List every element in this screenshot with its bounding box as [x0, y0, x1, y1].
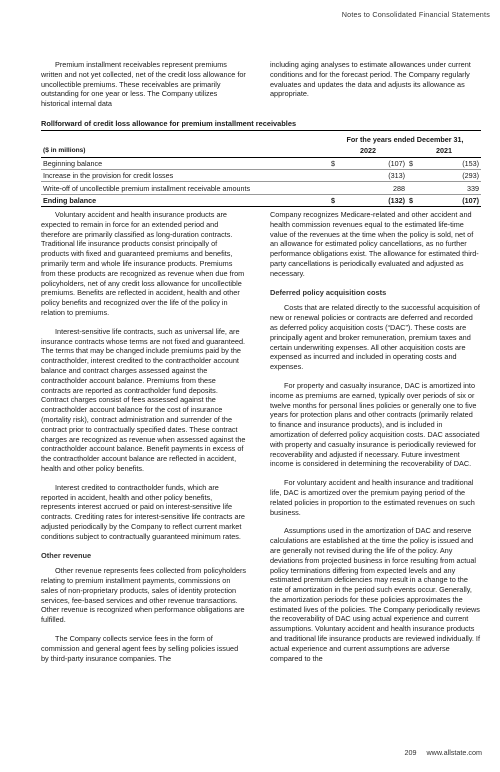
paragraph: Interest credited to contractholder funds, which are reported in accident, health and other policy benefits, represents interest accrued or paid on interest-sensitive life contracts. Crediting rates for interest-sensitive life contracts are adjusted periodically by the Company to reflect current market conditions subject to contractually guaranteed minimum rates.: [41, 482, 245, 541]
paragraph: Voluntary accident and health insurance products are expected to remain in force for an extended period and therefore are primarily classified as long-duration contracts. Traditional life insurance products consist principally of products with fixed and guaranteed premiums and benefits, primarily term and whole life insurance products. Premiums from these products are recognized as revenue when due from policyholders, net of any credit loss allowance for uncollectible premiums. Benefits are reflected in accident, health and other policy benefits and recognized over the life of the policy in relation to premiums.: [41, 210, 245, 317]
paragraph: Assumptions used in the amortization of DAC and reserve calculations are established at the time the policy is issued and are generally not revised during the life of the policy. Any deviations from projected business in force resulting from actual policy terminations differing from expected levels and any estimated premium deficiencies may result in a change to the rate of amortization in the period such events occur. Generally, the amortization periods for these policies approximates the estimated lives of the policies. The Company periodically reviews the recoverability of DAC using actual experience and current assumptions. Voluntary accident and health insurance products and traditional life insurance products are reviewed individually. If actual experience and current assumptions are adverse compared to the: [270, 526, 480, 663]
paragraph: Premium installment receivables represent premiums written and not yet collected, net of the credit loss allowance for uncollectible premiums. These receivables are primarily outstanding for one year or less. The Company utilizes historical internal data: [41, 60, 246, 109]
currency-symbol: $: [329, 194, 339, 206]
table-row: [41, 182, 481, 194]
body-left-column: [41, 210, 247, 672]
paragraph: Other revenue represents fees collected from policyholders relating to premium installment payments, commissions on sales of non-proprietary products, sales of identity protection services, fee-based services and other revenue transactions. Other revenue is recognized when performance obligations are fulfilled.: [41, 566, 247, 625]
paragraph: Company recognizes Medicare-related and other accident and health commission revenues equal to the estimated life-time value of the revenues at the time when the policy is sold, net of an allowance for estimated policy cancellations, as no further performance obligations exist. The allowance for estimated third-party cancellations is periodically evaluated and adjusted as necessary.: [270, 210, 479, 278]
paragraph: For voluntary accident and health insurance and traditional life, DAC is amortized over the premium paying period of the related policies in proportion to the estimated revenues on such business.: [270, 478, 475, 517]
cell-value: (107): [339, 157, 407, 169]
currency-symbol: [407, 182, 417, 194]
intro-left-column: [41, 60, 247, 118]
row-label: Write-off of uncollectible premium installment receivable amounts: [41, 182, 329, 194]
currency-symbol: $: [407, 157, 417, 169]
paragraph: Interest-sensitive life contracts, such as universal life, are insurance contracts whose terms are not fixed and guaranteed. The terms that may be changed include premiums paid by the contractholder, interest credited to the contractholder account balance and contract charges assessed against the contractholder account balance. Premiums from these contracts are reported as contractholder fund deposits. Contract charges consist of fees assessed against the contractholder account balance for the cost of insurance (mortality risk), contract administration and surrender of the contract prior to contractually specified dates. These contract charges are recognized as revenue when assessed against the contractholder account balance. Benefit payments in excess of the contractholder account balance are reflected in accident, health and other policy benefits.: [41, 326, 246, 473]
page-header: Notes to Consolidated Financial Statements: [341, 10, 490, 19]
section-heading-other-revenue: Other revenue: [41, 550, 92, 560]
currency-symbol: [329, 182, 339, 194]
currency-symbol: $: [329, 157, 339, 169]
cell-value: (313): [339, 169, 407, 181]
cell-value: (107): [417, 194, 481, 206]
cell-value: (132): [339, 194, 407, 206]
units-label: ($ in millions): [41, 145, 329, 157]
table-title: Rollforward of credit loss allowance for premium installment receivables: [41, 119, 481, 131]
paragraph: Costs that are related directly to the successful acquisition of new or renewal policies or contracts are deferred and recorded as deferred policy acquisition costs (“DAC”). These costs are principally agent and broker remuneration, premium taxes and certain underwriting expenses. All other acquisition costs are expensed as incurred and included in operating costs and expenses.: [270, 303, 480, 372]
page-footer: [404, 748, 482, 757]
body-right-column: [270, 210, 480, 672]
cell-value: 339: [417, 182, 481, 194]
table-row: [41, 157, 481, 169]
currency-symbol: [407, 169, 417, 181]
cell-value: (153): [417, 157, 481, 169]
paragraph: including aging analyses to estimate allowances under current conditions and for the forecast period. The Company regularly evaluates and updates the data and adjusts its allowance as appropriate.: [270, 60, 471, 99]
period-header: For the years ended December 31,: [346, 135, 464, 144]
intro-right-column: [270, 60, 480, 108]
year-header: 2022: [329, 145, 407, 157]
cell-value: 288: [339, 182, 407, 194]
currency-symbol: $: [407, 194, 417, 206]
page-number: 209: [404, 748, 417, 757]
year-header: 2021: [407, 145, 481, 157]
table-row: [41, 169, 481, 181]
paragraph: The Company collects service fees in the form of commission and general agent fees by selling policies issued by third-party insurance companies. The: [41, 634, 239, 663]
paragraph: For property and casualty insurance, DAC is amortized into income as premiums are earned, typically over periods of six or twelve months for personal lines policies or generally one to five years for protection plans and other contracts (primarily related to finance and insurance products), and is included in amortization of deferred policy acquisition costs. DAC associated with property and casualty insurance is periodically reviewed for recoverability and adjusted if necessary. Future investment income is considered in determining the recoverability of DAC.: [270, 380, 480, 469]
rollforward-table: [41, 119, 481, 207]
currency-symbol: [329, 169, 339, 181]
website-link[interactable]: www.allstate.com: [426, 748, 482, 757]
row-label: Increase in the provision for credit losses: [41, 169, 329, 181]
row-label: Ending balance: [41, 194, 329, 206]
row-label: Beginning balance: [41, 157, 329, 169]
section-heading-dac: Deferred policy acquisition costs: [270, 287, 387, 297]
cell-value: (293): [417, 169, 481, 181]
table-total-row: [41, 194, 481, 206]
